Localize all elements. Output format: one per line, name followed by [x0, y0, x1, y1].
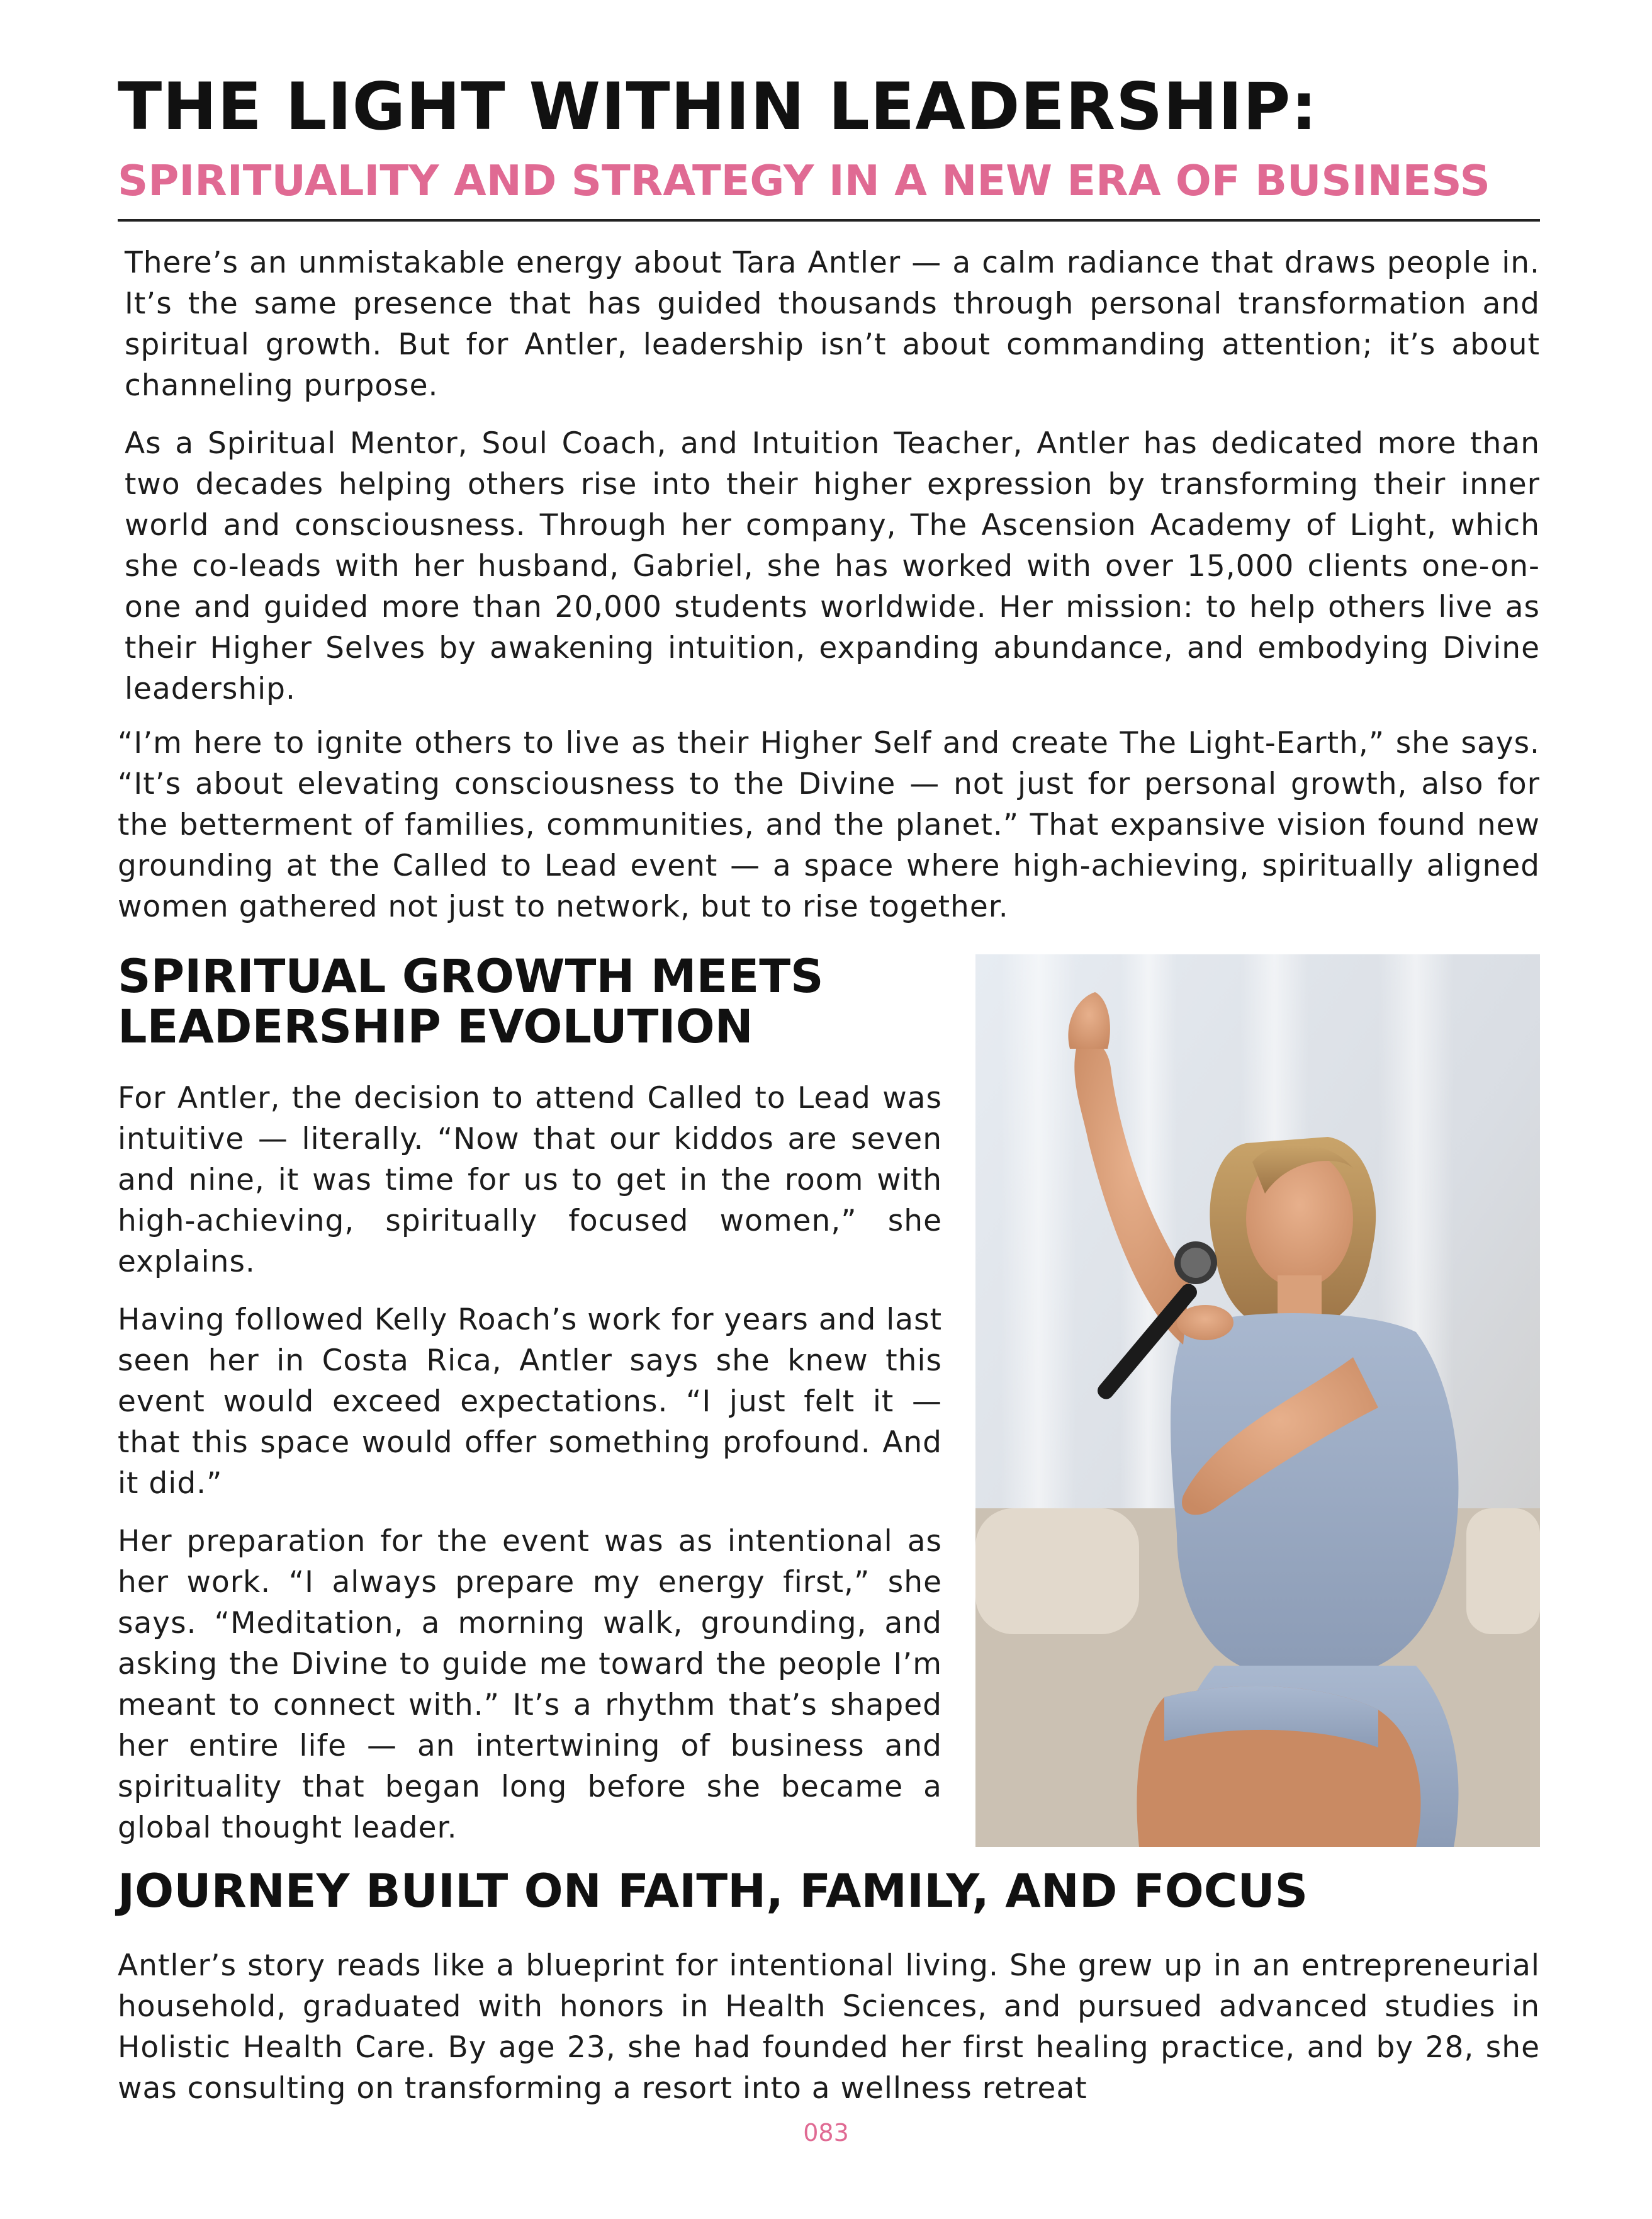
section-heading-line-2: LEADERSHIP EVOLUTION	[118, 1000, 753, 1054]
article-title: THE LIGHT WITHIN LEADERSHIP:	[118, 69, 1318, 145]
section1-paragraph-1: For Antler, the decision to attend Called to Lead was intuitive — literally. “Now that our kiddos are seven and nine, it was time for us to get in the room with high-achieving, spiritually focused women,” she explains.	[118, 1081, 942, 1279]
article-subtitle: SPIRITUALITY AND STRATEGY IN A NEW ERA OF BUSINESS	[118, 156, 1490, 205]
speaker-photo	[975, 954, 1540, 1847]
section1-paragraph-3: Her preparation for the event was as intentional as her work. “I always prepare my energy first,” she says. “Meditation, a morning walk, grounding, and asking the Divine to guide me toward the people I’m meant to connect with.” It’s a rhythm that’s shaped her entire life — an intertwining of business and spirituality that began long before she became a global thought leader.	[118, 1524, 942, 1845]
journey-paragraph: Antler’s story reads like a blueprint for intentional living. She grew up in an entrepreneurial household, graduated with honors in Health Sciences, and pursued advanced studies in Holistic Health Care. By age 23, she had founded her first healing practice, and by 28, she was consulting on transforming a resort into a wellness retreat	[118, 1948, 1540, 2106]
section-heading-journey: JOURNEY BUILT ON FAITH, FAMILY, AND FOCUS	[118, 1865, 1308, 1918]
intro-paragraph-1: There’s an unmistakable energy about Tara Antler — a calm radiance that draws people in. It’s the same presence that has guided thousands through personal transformation and spiritual growth. But for Antler, leadership isn’t about commanding attention; it’s about channeling purpose.	[125, 246, 1540, 403]
page-number: 083	[803, 2119, 849, 2147]
section1-paragraph-2: Having followed Kelly Roach’s work for years and last seen her in Costa Rica, Antler says she knew this event would exceed expectations. “I just felt it — that this space would offer something profound. And it did.”	[118, 1302, 942, 1501]
section-heading-spiritual-growth	[118, 952, 961, 1053]
intro-paragraph-2: As a Spiritual Mentor, Soul Coach, and Intuition Teacher, Antler has dedicated more than two decades helping others rise into their higher expression by transforming their inner world and consciousness. Through her company, The Ascension Academy of Light, which she co-leads with her husband, Gabriel, she has worked with over 15,000 clients one-on-one and guided more than 20,000 students worldwide. Her mission: to help others live as their Higher Selves by awakening intuition, expanding abundance, and embodying Divine leadership.	[125, 426, 1540, 706]
quote-paragraph: “I’m here to ignite others to live as their Higher Self and create The Light-Earth,” she says. “It’s about elevating consciousness to the Divine — not just for personal growth, also for the betterment of families, communities, and the planet.” That expansive vision found new grounding at the Called to Lead event — a space where high-achieving, spiritually aligned women gathered not just to network, but to rise together.	[118, 726, 1540, 924]
section-heading-line-1: SPIRITUAL GROWTH MEETS	[118, 950, 824, 1003]
section1-body	[118, 1078, 942, 1865]
intro-section	[125, 242, 1540, 726]
title-divider	[118, 219, 1540, 222]
